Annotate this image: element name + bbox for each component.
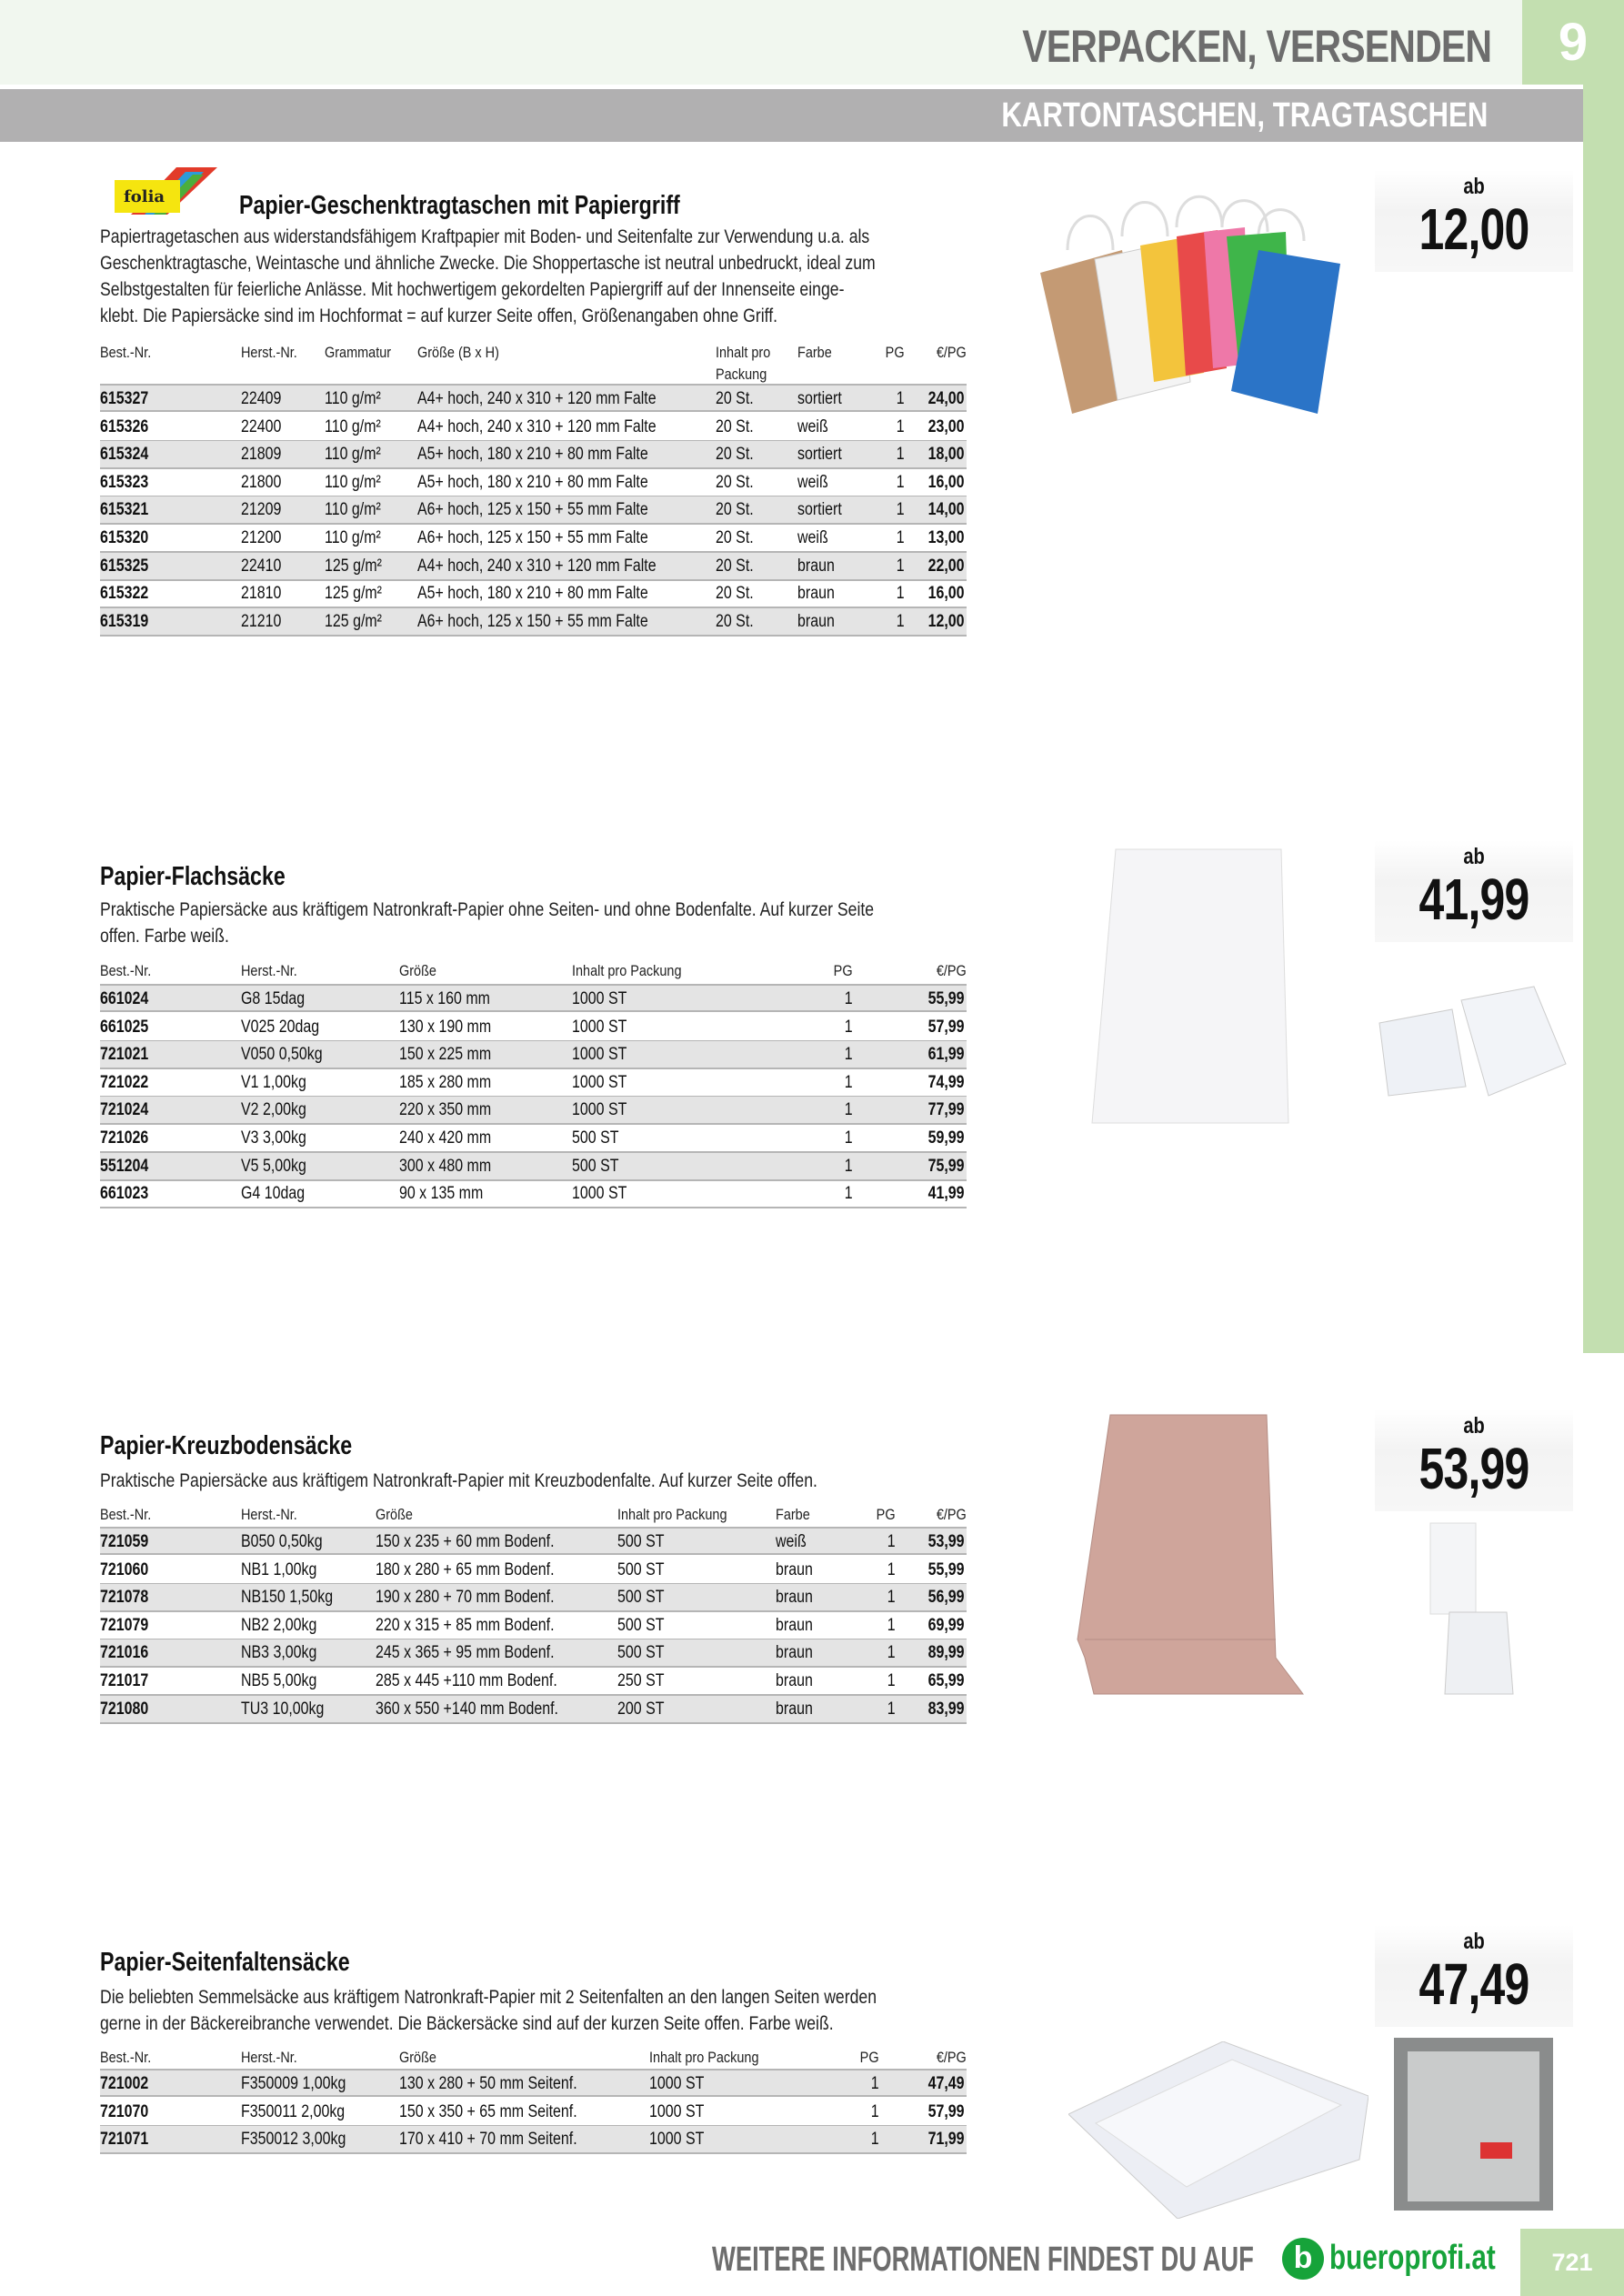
table-cell: braun	[776, 1588, 813, 1608]
table-cell: V1 1,00kg	[241, 1072, 306, 1092]
order-number: 721060	[100, 1559, 149, 1579]
table-cell: braun	[776, 1699, 813, 1719]
chapter-title: VERPACKEN, VERSENDEN	[1022, 21, 1491, 72]
price-cell: 14,00	[928, 500, 965, 520]
table-cell: 1	[887, 1671, 896, 1690]
price-value: 47,49	[1418, 1951, 1529, 2017]
table-cell: V050 0,50kg	[241, 1045, 323, 1065]
table-cell: 180 x 280 + 65 mm Bodenf.	[376, 1559, 555, 1579]
table-cell: A4+ hoch, 240 x 310 + 120 mm Falte	[417, 556, 657, 576]
table-cell: braun	[797, 584, 835, 604]
order-number: 721071	[100, 2130, 149, 2150]
table-row	[100, 608, 967, 637]
table-cell: weiß	[776, 1532, 807, 1551]
column-header: Farbe	[776, 1506, 810, 1523]
table-cell: NB5 5,00kg	[241, 1671, 317, 1690]
price-value: 41,99	[1418, 867, 1529, 932]
table-cell: 500 ST	[617, 1643, 665, 1663]
table-cell: 500 ST	[617, 1615, 665, 1635]
table-cell: 250 ST	[617, 1671, 665, 1690]
table-cell: V025 20dag	[241, 1017, 320, 1037]
table-cell: 500 ST	[572, 1156, 619, 1176]
order-number: 721059	[100, 1532, 149, 1551]
table-cell: 1	[845, 1128, 853, 1148]
table-cell: A6+ hoch, 125 x 150 + 55 mm Falte	[417, 528, 648, 547]
price-cell: 69,99	[928, 1615, 965, 1635]
table-cell: 1000 ST	[572, 1045, 627, 1065]
order-number: 615321	[100, 500, 149, 520]
price-cell: 56,99	[928, 1588, 965, 1608]
price-cell: 83,99	[928, 1699, 965, 1719]
table-cell: 1000 ST	[572, 1184, 627, 1204]
table-cell: sortiert	[797, 500, 842, 520]
description-line: gerne in der Bäckereibranche verwendet. Die Bäckersäcke sind auf der kurzen Seite offen. Farbe weiß.	[100, 2013, 834, 2034]
price-box	[1375, 170, 1573, 272]
table-cell: 1	[887, 1588, 896, 1608]
column-header: Inhalt pro Packung	[716, 344, 771, 383]
column-header: PG	[886, 344, 905, 361]
table-cell: A5+ hoch, 180 x 210 + 80 mm Falte	[417, 472, 648, 492]
description-line: Die beliebten Semmelsäcke aus kräftigem Natronkraft-Papier mit 2 Seitenfalten an den langen Seiten werden	[100, 1987, 877, 2008]
table-cell: 360 x 550 +140 mm Bodenf.	[376, 1699, 558, 1719]
table-cell: 1	[871, 2130, 879, 2150]
column-header: €/PG	[937, 962, 967, 979]
table-cell: 170 x 410 + 70 mm Seitenf.	[399, 2130, 577, 2150]
table-row	[100, 984, 967, 1012]
table-cell: A6+ hoch, 125 x 150 + 55 mm Falte	[417, 611, 648, 631]
table-row	[100, 580, 967, 608]
column-header: Inhalt pro Packung	[572, 962, 682, 979]
table-cell: 190 x 280 + 70 mm Bodenf.	[376, 1588, 555, 1608]
column-header: Inhalt pro Packung	[649, 2049, 759, 2066]
price-cell: 74,99	[928, 1072, 965, 1092]
table-cell: G4 10dag	[241, 1184, 306, 1204]
flat-bag-image	[1090, 846, 1290, 1128]
table-row	[100, 1584, 967, 1612]
table-cell: 20 St.	[716, 556, 754, 576]
table-row	[100, 1557, 967, 1585]
table-cell: 1	[845, 1184, 853, 1204]
column-header: Farbe	[797, 344, 832, 361]
order-number: 721080	[100, 1699, 149, 1719]
table-cell: A5+ hoch, 180 x 210 + 80 mm Falte	[417, 584, 648, 604]
table-cell: 1	[845, 1045, 853, 1065]
table-row	[100, 1153, 967, 1181]
table-cell: B050 0,50kg	[241, 1532, 323, 1551]
order-number: 721079	[100, 1615, 149, 1635]
price-prefix: ab	[1463, 844, 1485, 869]
footer-url-link[interactable]: bueroprofi.at	[1329, 2239, 1496, 2277]
table-row	[100, 1041, 967, 1069]
table-cell: TU3 10,00kg	[241, 1699, 325, 1719]
table-cell: 20 St.	[716, 389, 754, 408]
price-value: 53,99	[1418, 1436, 1529, 1501]
price-cell: 71,99	[928, 2130, 965, 2150]
table-cell: 110 g/m²	[325, 472, 381, 492]
order-number: 721017	[100, 1671, 149, 1690]
price-cell: 13,00	[928, 528, 965, 547]
column-header: €/PG	[937, 2049, 967, 2066]
table-row	[100, 384, 967, 412]
price-cell: 16,00	[928, 584, 965, 604]
product-description	[100, 897, 874, 949]
column-header: Inhalt pro Packung	[617, 1506, 727, 1523]
cross-bottom-bag-image	[1076, 1412, 1317, 1696]
column-header: Größe	[376, 1506, 413, 1523]
order-number: 721016	[100, 1643, 149, 1663]
price-cell: 22,00	[928, 556, 965, 576]
table-cell: F350011 2,00kg	[241, 2101, 346, 2121]
column-header: PG	[834, 962, 853, 979]
table-cell: 1	[887, 1559, 896, 1579]
table-cell: 110 g/m²	[325, 445, 381, 465]
order-number: 721070	[100, 2101, 149, 2121]
table-cell: braun	[776, 1643, 813, 1663]
table-cell: 20 St.	[716, 445, 754, 465]
table-row	[100, 496, 967, 525]
price-cell: 77,99	[928, 1100, 965, 1120]
table-cell: 1	[887, 1615, 896, 1635]
table-cell: 300 x 480 mm	[399, 1156, 492, 1176]
table-cell: 1000 ST	[649, 2101, 705, 2121]
table-cell: 1	[897, 556, 905, 576]
price-cell: 24,00	[928, 389, 965, 408]
table-cell: 1000 ST	[572, 1072, 627, 1092]
table-cell: 220 x 350 mm	[399, 1100, 492, 1120]
price-cell: 61,99	[928, 1045, 965, 1065]
table-cell: 21809	[241, 445, 282, 465]
table-cell: 150 x 225 mm	[399, 1045, 492, 1065]
table-row	[100, 2069, 967, 2097]
table-cell: braun	[797, 556, 835, 576]
table-cell: 1	[897, 416, 905, 436]
price-cell: 55,99	[928, 989, 965, 1008]
order-number: 615326	[100, 416, 149, 436]
table-cell: 22410	[241, 556, 282, 576]
table-row	[100, 469, 967, 497]
order-number: 721024	[100, 1100, 149, 1120]
product-description	[100, 1468, 817, 1494]
column-header: Herst.-Nr.	[241, 962, 297, 979]
footer-text: WEITERE INFORMATIONEN FINDEST DU AUF	[712, 2241, 1254, 2279]
table-cell: 1000 ST	[649, 2074, 705, 2093]
column-header: €/PG	[937, 1506, 967, 1523]
table-cell: 21200	[241, 528, 282, 547]
table-cell: 1	[845, 1072, 853, 1092]
section-title: KARTONTASCHEN, TRAGTASCHEN	[1001, 96, 1488, 135]
table-cell: 21810	[241, 584, 282, 604]
price-cell: 47,49	[928, 2074, 965, 2093]
table-cell: NB150 1,50kg	[241, 1588, 334, 1608]
table-row	[100, 2099, 967, 2127]
table-row	[100, 1668, 967, 1696]
table-cell: 1	[897, 389, 905, 408]
table-cell: 1	[871, 2101, 879, 2121]
table-cell: 20 St.	[716, 472, 754, 492]
table-cell: 1	[897, 611, 905, 631]
column-header: Größe	[399, 2049, 436, 2066]
table-row	[100, 1014, 967, 1042]
price-box	[1375, 1925, 1573, 2027]
table-cell: A4+ hoch, 240 x 310 + 120 mm Falte	[417, 416, 657, 436]
order-number: 615327	[100, 389, 149, 408]
table-cell: braun	[776, 1615, 813, 1635]
column-header: Best.-Nr.	[100, 962, 152, 979]
price-cell: 18,00	[928, 445, 965, 465]
table-cell: 21210	[241, 611, 282, 631]
table-cell: 1	[887, 1532, 896, 1551]
table-cell: 20 St.	[716, 500, 754, 520]
description-line: Selbstgestalten für feierliche Anlässe. Mit hochwertigem gekordelten Papiergriff auf der Innenseite einge-	[100, 279, 845, 300]
order-number: 661023	[100, 1184, 149, 1204]
order-number: 551204	[100, 1156, 149, 1176]
table-cell: sortiert	[797, 445, 842, 465]
price-cell: 55,99	[928, 1559, 965, 1579]
table-cell: 20 St.	[716, 584, 754, 604]
table-cell: 1000 ST	[572, 1017, 627, 1037]
column-header: PG	[860, 2049, 879, 2066]
table-cell: V3 3,00kg	[241, 1128, 306, 1148]
order-number: 615323	[100, 472, 149, 492]
price-box	[1375, 840, 1573, 942]
price-cell: 75,99	[928, 1156, 965, 1176]
table-cell: 125 g/m²	[325, 584, 382, 604]
table-cell: 1	[845, 1156, 853, 1176]
price-cell: 41,99	[928, 1184, 965, 1204]
table-row	[100, 414, 967, 442]
table-cell: 1000 ST	[649, 2130, 705, 2150]
page-number: 721	[1520, 2229, 1624, 2296]
column-header: Best.-Nr.	[100, 344, 152, 361]
table-cell: 1	[871, 2074, 879, 2093]
table-cell: 110 g/m²	[325, 500, 381, 520]
table-cell: 185 x 280 mm	[399, 1072, 492, 1092]
price-prefix: ab	[1463, 1929, 1485, 1954]
order-number: 615319	[100, 611, 149, 631]
price-cell: 59,99	[928, 1128, 965, 1148]
table-cell: 240 x 420 mm	[399, 1128, 492, 1148]
table-cell: 110 g/m²	[325, 389, 381, 408]
table-row	[100, 1180, 967, 1208]
table-cell: 245 x 365 + 95 mm Bodenf.	[376, 1643, 555, 1663]
table-cell: 125 g/m²	[325, 556, 382, 576]
price-cell: 16,00	[928, 472, 965, 492]
table-cell: weiß	[797, 416, 828, 436]
column-header: Best.-Nr.	[100, 2049, 152, 2066]
bueroprofi-logo-icon: b	[1282, 2238, 1324, 2280]
table-cell: 500 ST	[617, 1588, 665, 1608]
product-title: Papier-Seitenfaltensäcke	[100, 1948, 350, 1977]
table-cell: 125 g/m²	[325, 611, 382, 631]
table-cell: 1000 ST	[572, 989, 627, 1008]
table-cell: 22400	[241, 416, 282, 436]
table-cell: 20 St.	[716, 611, 754, 631]
table-row	[100, 2126, 967, 2154]
description-line: klebt. Die Papiersäcke sind im Hochformat = auf kurzer Seite offen, Größenangaben ohne Griff.	[100, 306, 778, 326]
table-cell: 130 x 190 mm	[399, 1017, 492, 1037]
column-header: Herst.-Nr.	[241, 2049, 297, 2066]
price-cell: 65,99	[928, 1671, 965, 1690]
table-cell: 1	[897, 472, 905, 492]
table-cell: 1	[897, 445, 905, 465]
table-cell: 200 ST	[617, 1699, 665, 1719]
table-cell: 1	[845, 989, 853, 1008]
table-cell: sortiert	[797, 389, 842, 408]
table-cell: A6+ hoch, 125 x 150 + 55 mm Falte	[417, 500, 648, 520]
table-cell: 1	[887, 1643, 896, 1663]
description-line: offen. Farbe weiß.	[100, 926, 229, 947]
table-row	[100, 1639, 967, 1668]
gift-bags-image	[1031, 186, 1368, 418]
description-line: Papiertragetaschen aus widerstandsfähigem Kraftpapier mit Boden- und Seitenfalte zur Verwendung u.a. als	[100, 226, 870, 247]
table-cell: braun	[776, 1559, 813, 1579]
table-cell: weiß	[797, 472, 828, 492]
side-fold-bags-photo	[1394, 2038, 1553, 2211]
price-cell: 57,99	[928, 1017, 965, 1037]
column-header: Best.-Nr.	[100, 1506, 152, 1523]
table-row	[100, 1069, 967, 1098]
order-number: 721021	[100, 1045, 149, 1065]
price-cell: 89,99	[928, 1643, 965, 1663]
table-row	[100, 441, 967, 469]
product-description	[100, 1984, 877, 2037]
table-cell: 1	[897, 528, 905, 547]
table-cell: V2 2,00kg	[241, 1100, 306, 1120]
product-description	[100, 224, 876, 329]
table-cell: 500 ST	[617, 1532, 665, 1551]
table-cell: 500 ST	[572, 1128, 619, 1148]
table-cell: 110 g/m²	[325, 528, 381, 547]
column-header: PG	[877, 1506, 896, 1523]
table-cell: 1	[845, 1017, 853, 1037]
order-number: 615324	[100, 445, 149, 465]
price-value: 12,00	[1418, 196, 1529, 262]
table-cell: 1	[897, 500, 905, 520]
order-number: 661024	[100, 989, 149, 1008]
order-number: 721002	[100, 2074, 149, 2093]
chapter-side-stripe	[1583, 85, 1624, 1353]
table-cell: 1	[897, 584, 905, 604]
product-title: Papier-Geschenktragtaschen mit Papiergriff	[239, 191, 680, 220]
price-cell: 23,00	[928, 416, 965, 436]
table-row	[100, 525, 967, 553]
table-cell: 150 x 235 + 60 mm Bodenf.	[376, 1532, 555, 1551]
product-title: Papier-Kreuzbodensäcke	[100, 1431, 353, 1460]
order-number: 721026	[100, 1128, 149, 1148]
order-number: 615320	[100, 528, 149, 547]
column-header: Größe	[399, 962, 436, 979]
table-cell: 110 g/m²	[325, 416, 381, 436]
table-cell: 90 x 135 mm	[399, 1184, 484, 1204]
column-header: Größe (B x H)	[417, 344, 499, 361]
cross-bottom-bags-small-image	[1427, 1521, 1518, 1699]
table-cell: F350009 1,00kg	[241, 2074, 346, 2093]
table-cell: A5+ hoch, 180 x 210 + 80 mm Falte	[417, 445, 648, 465]
table-cell: 1	[845, 1100, 853, 1120]
flat-bags-small-image	[1375, 973, 1575, 1100]
table-row	[100, 553, 967, 581]
table-row	[100, 1696, 967, 1724]
description-line: Praktische Papiersäcke aus kräftigem Natronkraft-Papier mit Kreuzbodenfalte. Auf kurzer Seite offen.	[100, 1470, 817, 1491]
table-cell: 150 x 350 + 65 mm Seitenf.	[399, 2101, 577, 2121]
table-cell: 21800	[241, 472, 282, 492]
table-cell: 20 St.	[716, 416, 754, 436]
table-cell: 20 St.	[716, 528, 754, 547]
order-number: 615322	[100, 584, 149, 604]
table-row	[100, 1097, 967, 1125]
table-cell: NB3 3,00kg	[241, 1643, 317, 1663]
side-fold-bags-image	[1068, 2041, 1368, 2219]
table-row	[100, 1612, 967, 1640]
table-cell: V5 5,00kg	[241, 1156, 306, 1176]
price-cell: 53,99	[928, 1532, 965, 1551]
column-header: Herst.-Nr.	[241, 1506, 297, 1523]
price-prefix: ab	[1463, 174, 1485, 199]
order-number: 721022	[100, 1072, 149, 1092]
table-cell: 500 ST	[617, 1559, 665, 1579]
folia-logo	[113, 167, 217, 217]
svg-text:folia: folia	[124, 187, 165, 206]
table-cell: 130 x 280 + 50 mm Seitenf.	[399, 2074, 577, 2093]
order-number: 661025	[100, 1017, 149, 1037]
table-cell: braun	[797, 611, 835, 631]
column-header: Herst.-Nr.	[241, 344, 297, 361]
table-cell: weiß	[797, 528, 828, 547]
table-cell: 22409	[241, 389, 282, 408]
chapter-number-tab: 9	[1522, 0, 1624, 85]
table-row	[100, 1125, 967, 1153]
table-cell: G8 15dag	[241, 989, 306, 1008]
table-cell: NB2 2,00kg	[241, 1615, 317, 1635]
column-header: Grammatur	[325, 344, 392, 361]
table-cell: braun	[776, 1671, 813, 1690]
order-number: 615325	[100, 556, 149, 576]
price-cell: 57,99	[928, 2101, 965, 2121]
price-prefix: ab	[1463, 1413, 1485, 1439]
table-cell: NB1 1,00kg	[241, 1559, 317, 1579]
table-cell: 285 x 445 +110 mm Bodenf.	[376, 1671, 557, 1690]
description-line: Geschenktragtasche, Weintasche und ähnliche Zwecke. Die Shoppertasche ist neutral unbedruckt, ideal zum	[100, 253, 876, 274]
price-box	[1375, 1409, 1573, 1511]
table-cell: 1	[887, 1699, 896, 1719]
table-cell: 1000 ST	[572, 1100, 627, 1120]
product-title: Papier-Flachsäcke	[100, 862, 286, 891]
table-cell: F350012 3,00kg	[241, 2130, 346, 2150]
table-cell: 220 x 315 + 85 mm Bodenf.	[376, 1615, 555, 1635]
order-number: 721078	[100, 1588, 149, 1608]
table-cell: 21209	[241, 500, 282, 520]
table-cell: 115 x 160 mm	[399, 989, 490, 1008]
column-header: €/PG	[937, 344, 967, 361]
price-cell: 12,00	[928, 611, 965, 631]
table-cell: A4+ hoch, 240 x 310 + 120 mm Falte	[417, 389, 657, 408]
description-line: Praktische Papiersäcke aus kräftigem Natronkraft-Papier ohne Seiten- und ohne Bodenfalte. Auf kurzer Seite	[100, 899, 875, 920]
table-row	[100, 1527, 967, 1555]
